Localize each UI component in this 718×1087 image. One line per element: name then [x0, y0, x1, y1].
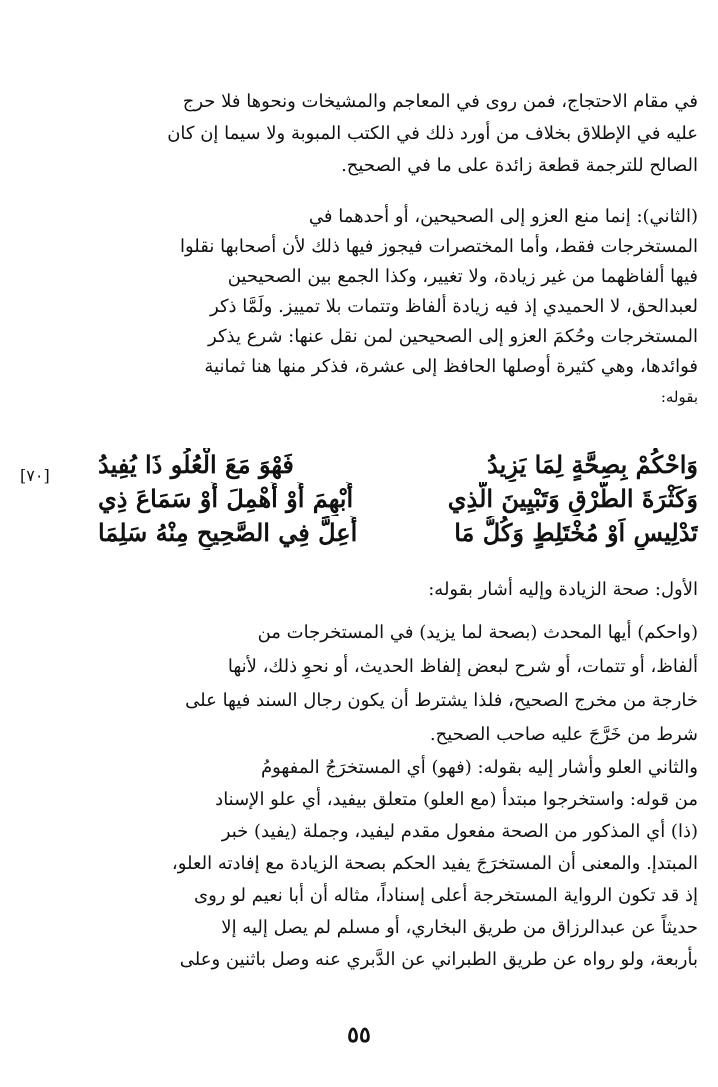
text-line: فيها ألفاظهما من غير زيادة، ولا تغيير، وكذا الجمع بين الصحيحين — [227, 266, 698, 287]
text-line: في مقام الاحتجاج، فمن روى في المعاجم والمشيخات ونحوها فلا حرج — [182, 91, 698, 112]
text-line: فوائدها، وهي كثيرة أوصلها الحافظ إلى عشرة، فذكر منها هنا ثمانية — [204, 356, 698, 377]
text-line: من قوله: واستخرجوا مبتدأ (مع العلو) متعلق بيفيد، أي علو الإسناد — [215, 789, 698, 810]
text-line: (ذا) أي المذكور من الصحة مفعول مقدم ليفيد، وجملة (يفيد) خبر — [221, 821, 698, 842]
text-line: بقوله: — [660, 388, 698, 406]
text-line: بأربعة، ولو رواه عن طريق الطبراني عن الدَّبري عنه وصل باثنين وعلى — [179, 949, 698, 970]
verse-row — [98, 516, 698, 550]
text-line: المستخرجات فقط، وأما المختصرات فيجوز فيها ذلك لأن أصحابها نقلوا — [179, 236, 698, 257]
paragraph-4 — [98, 616, 698, 752]
paragraph-1 — [98, 86, 698, 182]
text-line: إذ قد تكون الرواية المستخرجة أعلى إسناداً، مثاله أن أبا نعيم لو روى — [194, 885, 698, 906]
text-line: شرط من خَرَّجَ عليه صاحب الصحيح. — [429, 724, 698, 745]
paragraph-5 — [98, 752, 698, 976]
verse-row — [98, 448, 698, 482]
text-line: عليه في الإطلاق بخلاف من أورد ذلك في الكتب المبوبة ولا سيما إن كان — [167, 123, 698, 144]
text-line: (واحكم) أيها المحدث (بصحة لما يزيد) في المستخرجات من — [257, 622, 698, 643]
verse-second-hemistich: أُعِلَّ فِي الصَّحِيحِ مِنْهُ سَلِمَا — [98, 518, 358, 547]
text-line: المبتدإ. والمعنى أن المستخرَجَ يفيد الحكم بصحة الزيادة مع إفادته العلو، — [171, 853, 698, 874]
verse-first-hemistich: تَدْلِيسٍ اَوْ مُخْتَلِطٍ وَكُلُّ مَا — [454, 518, 698, 547]
verse-first-hemistich: وَاحْكُمْ بِصِحَّةٍ لِمَا يَزِيدُ — [487, 450, 698, 479]
verse-number-marker: [٧٠] — [20, 466, 50, 485]
text-line: والثاني العلو وأشار إليه بقوله: (فهو) أي المستخرَجُ المفهومُ — [260, 757, 698, 778]
page-number: ٥٥ — [347, 1022, 371, 1048]
text-line: خارجة من مخرج الصحيح، فلذا يشترط أن يكون رجال السند فيها على — [185, 690, 698, 711]
text-line: لعبدالحق، لا الحميدي إذ فيه زيادة ألفاظ وتتمات بلا تمييز. ولَمَّا ذكر — [210, 296, 698, 317]
text-line: ألفاظ، أو تتمات، أو شرح لبعض إلفاظ الحديث، أو نحوِ ذلك، لأنها — [227, 656, 698, 677]
verse-row — [98, 482, 698, 516]
verse-first-hemistich: وَكَثْرَةَ الطُّرْقِ وَتَبْيِينَ الَّذِي — [447, 484, 698, 513]
verse-second-hemistich: أُبْهِمَ أَوْ أُهْمِلَ أَوْ سَمَاعَ ذِي — [98, 484, 354, 513]
text-line: الأول: صحة الزيادة وإليه أشار بقوله: — [428, 579, 698, 600]
paragraph-2 — [98, 202, 698, 412]
poem-verses — [98, 448, 698, 550]
text-line: المستخرجات وحُكمَ العزو إلى الصحيحين لمن نقل عنها: شرع يذكر — [208, 326, 698, 347]
verse-second-hemistich: فَهْوَ مَعَ الْعُلُو ذَا يُفِيدُ — [98, 450, 294, 479]
text-line: الصالح للترجمة قطعة زائدة على ما في الصحيح. — [341, 155, 698, 176]
text-line: (الثاني): إنما منع العزو إلى الصحيحين، أو أحدهما في — [308, 206, 698, 227]
text-line: حديثاً عن عبدالرزاق من طريق البخاري، أو مسلم لم يصل إليه إلا — [221, 917, 698, 938]
paragraph-3 — [98, 574, 698, 606]
